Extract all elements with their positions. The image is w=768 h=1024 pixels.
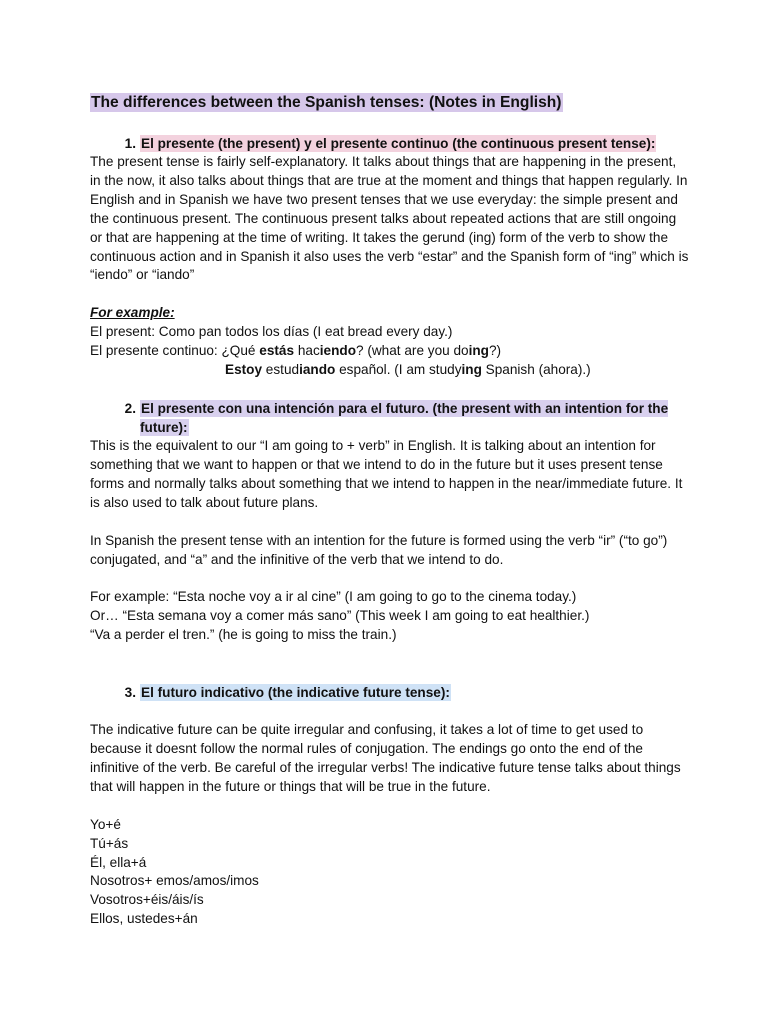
ending-line: Vosotros+éis/áis/ís bbox=[90, 892, 204, 908]
example-line: For example: “Esta noche voy a ir al cine” (I am going to go to the cinema today.) bbox=[90, 589, 577, 605]
page-title bbox=[90, 92, 690, 114]
ending-line: Nosotros+ emos/amos/imos bbox=[90, 873, 259, 889]
example-line-continuous: El presente continuo: ¿Qué estás haciendo? (what are you doing?) bbox=[90, 343, 502, 359]
section-2-heading-text: El presente con una intención para el futuro. (the present with an intention for the future): bbox=[140, 400, 669, 435]
section-3-heading-text: El futuro indicativo (the indicative future tense): bbox=[141, 685, 450, 701]
section-1-number: 1. bbox=[124, 136, 136, 151]
section-2-paragraph-1: This is the equivalent to our “I am going to + verb” in English. It is talking about an intention for something that we want to happen or that we intend to do in the future but it uses present tense forms and normally talks about something that we intend to happen in the near/immediate future. It is also used to talk about future plans. bbox=[90, 437, 683, 510]
section-2-number: 2. bbox=[124, 400, 136, 416]
section-1-heading-text: El presente (the present) y el presente continuo (the continuous present tense): bbox=[141, 136, 656, 151]
section-1-paragraph: The present tense is fairly self-explanatory. It talks about things that are happening in the present, in the now, it also talks about things that are true at the moment and things that happen regularly. In English and in Spanish we have two present tenses that we use everyday: the simple present and the continuous present. The continuous present talks about repeated actions that are still ongoing or that are happening at the time of writing. It takes the gerund (ing) form of the verb to show the continuous action and in Spanish it also uses the verb “estar” and the Spanish form of “ing” which is “iendo” or “iando” bbox=[90, 154, 689, 283]
example-line-estoy: Estoy estudiando español. (I am studying Spanish (ahora).) bbox=[225, 362, 591, 378]
example-subheading: For example: bbox=[90, 305, 175, 321]
section-2-heading bbox=[90, 399, 690, 437]
section-1-heading bbox=[90, 134, 690, 153]
section-2-paragraph-2: In Spanish the present tense with an intention for the future is formed using the verb “ir” (“to go”) conjugated, and “a” and the infinitive of the verb that we intend to do. bbox=[90, 532, 668, 567]
section-3-heading bbox=[90, 683, 690, 702]
example-line: El present: Como pan todos los días (I eat bread every day.) bbox=[90, 324, 453, 340]
document-body bbox=[90, 92, 690, 929]
section-3-paragraph: The indicative future can be quite irregular and confusing, it takes a lot of time to get used to because it doesnt follow the normal rules of conjugation. The endings go onto the end of the infinitive of the verb. Be careful of the irregular verbs! The indicative future tense talks about things that will happen in the future or things that will be true in the future. bbox=[90, 722, 681, 794]
example-line: “Va a perder el tren.” (he is going to miss the train.) bbox=[90, 627, 397, 643]
ending-line: Tú+ás bbox=[90, 835, 129, 851]
section-3-number: 3. bbox=[124, 685, 136, 701]
ending-line: Yo+é bbox=[90, 816, 121, 832]
ending-line: Él, ella+á bbox=[90, 854, 147, 870]
title-highlight: The differences between the Spanish tenses: (Notes in English) bbox=[91, 94, 562, 111]
ending-line: Ellos, ustedes+án bbox=[90, 911, 198, 927]
example-line: Or… “Esta semana voy a comer más sano” (This week I am going to eat healthier.) bbox=[90, 608, 590, 624]
